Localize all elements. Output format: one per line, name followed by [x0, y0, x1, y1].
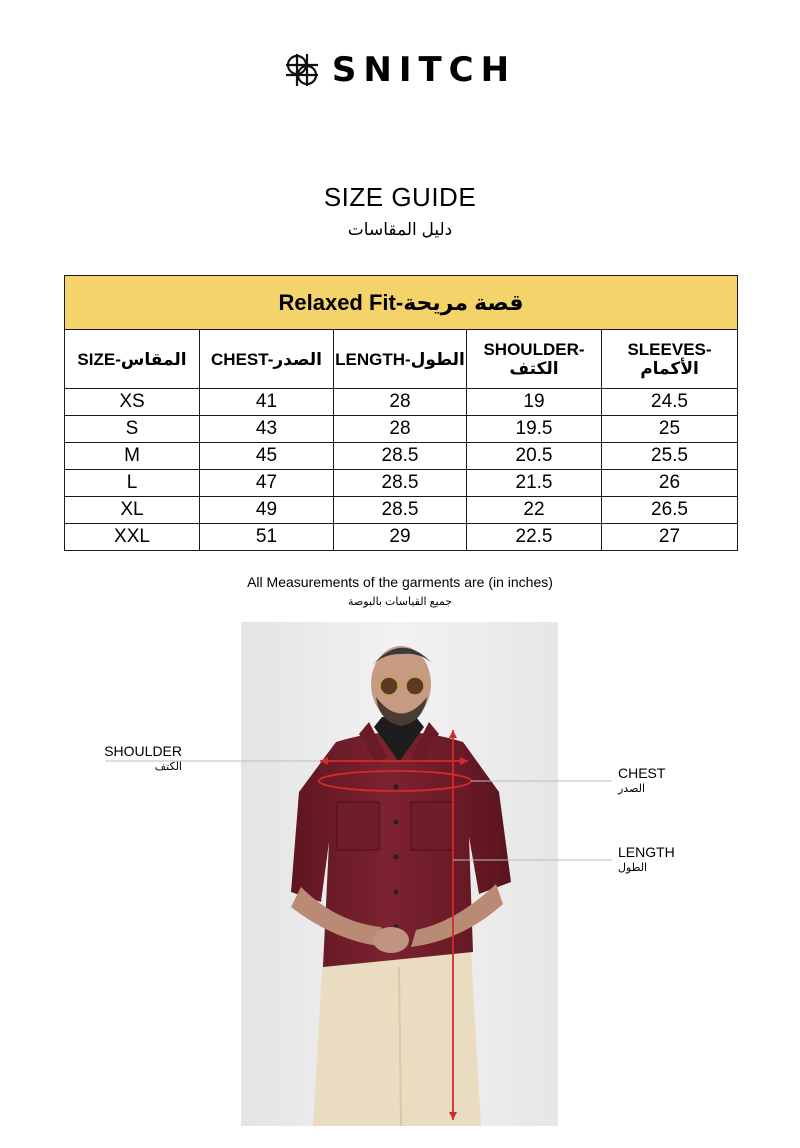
length-label-en: LENGTH [618, 844, 675, 860]
brand-name: SNITCH [331, 50, 517, 90]
column-header-length: LENGTH-الطول [334, 330, 467, 389]
sleeves-cell: 27 [602, 524, 738, 551]
page-title: SIZE GUIDE [323, 182, 477, 212]
length-label [618, 844, 675, 875]
chest-cell: 43 [200, 416, 334, 443]
shoulder-cell: 20.5 [467, 443, 602, 470]
chest-label-ar: الصدر [618, 783, 646, 795]
sleeves-cell: 26 [602, 470, 738, 497]
size-cell: L [65, 470, 200, 497]
length-label-ar: الطول [618, 862, 648, 874]
sleeves-cell: 25.5 [602, 443, 738, 470]
table-row [65, 389, 738, 416]
measurement-unit-note: All Measurements of the garments are (in inches) [247, 574, 553, 590]
column-header-sleeves: SLEEVES-الأكمام [602, 330, 738, 389]
chest-cell: 47 [200, 470, 334, 497]
shoulder-label [96, 743, 182, 774]
chest-cell: 45 [200, 443, 334, 470]
measurement-unit-note-arabic: جميع القياسات بالبوصة [347, 596, 453, 608]
table-row [65, 524, 738, 551]
length-cell: 28.5 [334, 443, 467, 470]
chest-label-en: CHEST [618, 765, 666, 781]
length-cell: 28 [334, 389, 467, 416]
snitch-logo-icon [284, 52, 320, 88]
chest-cell: 51 [200, 524, 334, 551]
fit-header-row [65, 276, 738, 330]
size-cell: XL [65, 497, 200, 524]
length-cell: 29 [334, 524, 467, 551]
table-row [65, 470, 738, 497]
shoulder-cell: 19.5 [467, 416, 602, 443]
chest-cell: 49 [200, 497, 334, 524]
shoulder-label-ar: الكتف [154, 761, 182, 773]
shoulder-cell: 22.5 [467, 524, 602, 551]
column-header-size: SIZE-المقاس [65, 330, 200, 389]
column-header-shoulder: SHOULDER-الكتف [467, 330, 602, 389]
model-illustration [241, 622, 558, 1126]
size-cell: M [65, 443, 200, 470]
shoulder-cell: 21.5 [467, 470, 602, 497]
size-cell: XS [65, 389, 200, 416]
fit-type: Relaxed Fit-قصة مريحة [65, 276, 738, 330]
brand-logo [0, 50, 800, 90]
length-cell: 28.5 [334, 470, 467, 497]
shoulder-label-en: SHOULDER [104, 743, 182, 759]
table-row [65, 416, 738, 443]
chest-cell: 41 [200, 389, 334, 416]
length-cell: 28.5 [334, 497, 467, 524]
length-cell: 28 [334, 416, 467, 443]
chest-label [618, 765, 665, 796]
shoulder-cell: 19 [467, 389, 602, 416]
model-photo [241, 622, 558, 1126]
shoulder-cell: 22 [467, 497, 602, 524]
size-chart-table [64, 275, 738, 551]
column-header-row [65, 330, 738, 389]
page-title-arabic: دليل المقاسات [347, 220, 453, 239]
sleeves-cell: 25 [602, 416, 738, 443]
table-row [65, 443, 738, 470]
size-cell: XXL [65, 524, 200, 551]
sleeves-cell: 26.5 [602, 497, 738, 524]
size-cell: S [65, 416, 200, 443]
table-row [65, 497, 738, 524]
sleeves-cell: 24.5 [602, 389, 738, 416]
column-header-chest: CHEST-الصدر [200, 330, 334, 389]
